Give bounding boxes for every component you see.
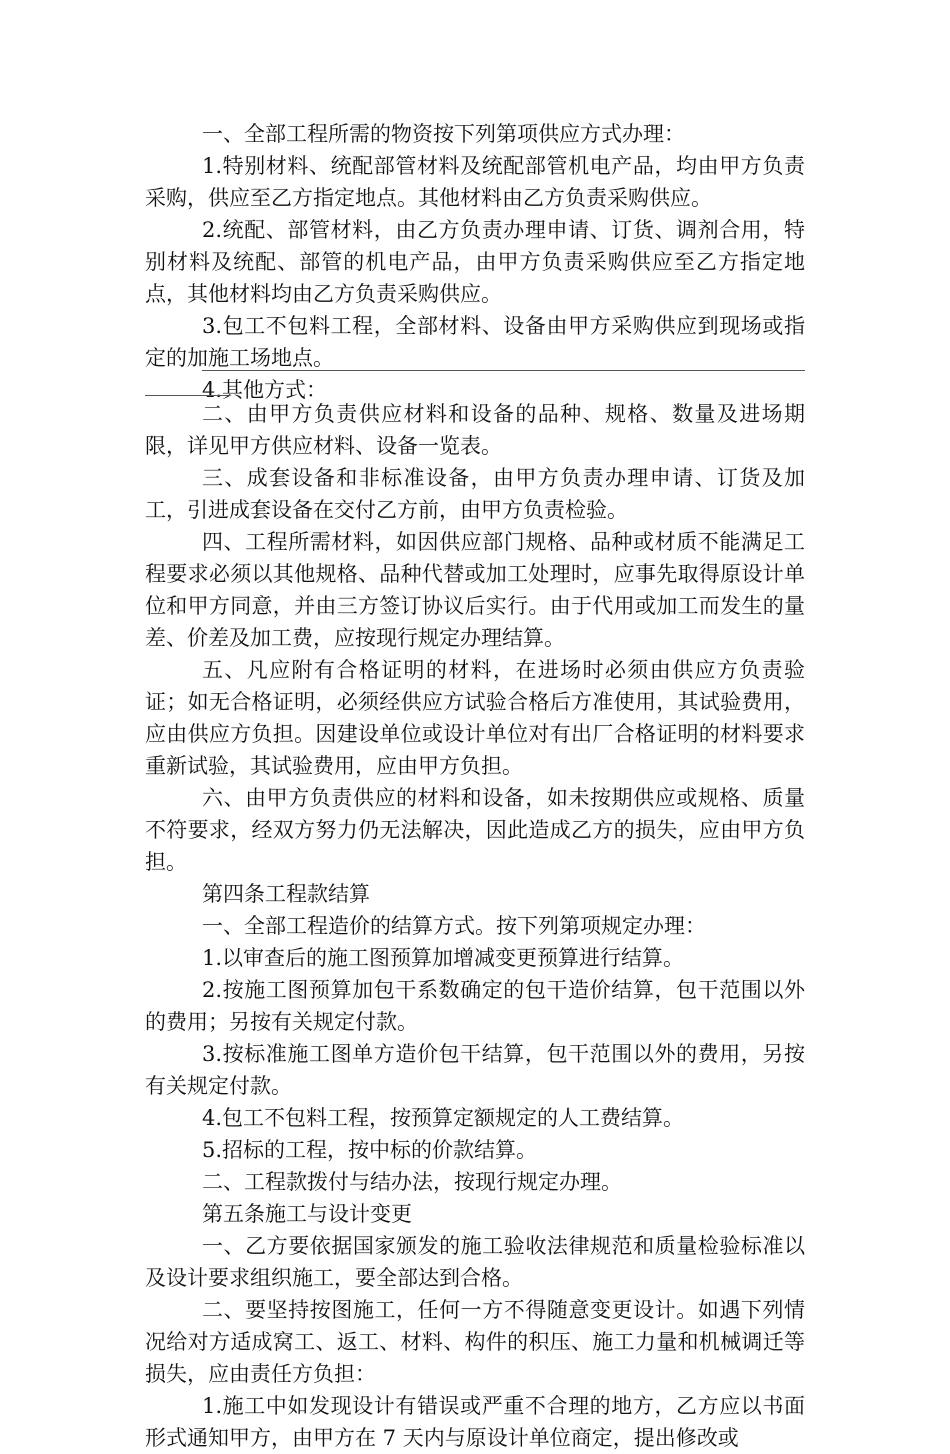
fill-in-blank-line [145,358,805,402]
paragraph: 3.包工不包料工程，全部材料、设备由甲方采购供应到现场或指定的加施工场地点。 [145,314,805,370]
contract-body-section [145,398,805,1454]
paragraph: 一、乙方要依据国家颁发的施工验收法律规范和质量检验标准以及设计要求组织施工，要全部达到合格。 [145,1234,805,1290]
article-heading: 第四条工程款结算 [202,882,370,906]
paragraph: 一、全部工程造价的结算方式。按下列第项规定办理： [202,914,706,938]
paragraph: 2.统配、部管材料，由乙方负责办理申请、订货、调剂合用，特别材料及统配、部管的机电产品，由甲方负责采购供应至乙方指定地点，其他材料均由乙方负责采购供应。 [145,218,805,306]
paragraph: 二、工程款拨付与结办法，按现行规定办理。 [202,1170,622,1194]
paragraph: 一、全部工程所需的物资按下列第项供应方式办理： [202,122,685,146]
paragraph: 1.特别材料、统配部管材料及统配部管机电产品，均由甲方负责采购，供应至乙方指定地点。其他材料由乙方负责采购供应。 [145,154,805,210]
paragraph: 二、要坚持按图施工，任何一方不得随意变更设计。如遇下列情况给对方适成窝工、返工、材料、构件的积压、施工力量和机械调迁等损失，应由责任方负担： [145,1298,805,1386]
paragraph: 4.包工不包料工程，按预算定额规定的人工费结算。 [202,1106,685,1130]
paragraph: 三、成套设备和非标准设备，由甲方负责办理申请、订货及加工，引进成套设备在交付乙方前，由甲方负责检验。 [145,466,805,522]
paragraph: 六、由甲方负责供应的材料和设备，如未按期供应或规格、质量不符要求，经双方努力仍无法解决，因此造成乙方的损失，应由甲方负担。 [145,786,805,874]
paragraph: 二、由甲方负责供应材料和设备的品种、规格、数量及进场期限，详见甲方供应材料、设备一览表。 [145,402,805,458]
blank-underline-continuation [145,395,230,396]
paragraph: 2.按施工图预算加包干系数确定的包干造价结算，包干范围以外的费用；另按有关规定付款。 [145,978,805,1034]
blank-underline [202,370,805,371]
paragraph: 4.其他方式： [202,378,328,402]
paragraph: 四、工程所需材料，如因供应部门规格、品种或材质不能满足工程要求必须以其他规格、品种代替或加工处理时，应事先取得原设计单位和甲方同意，并由三方签订协议后实行。由于代用或加工而发生的量差、价差及加工费，应按现行规定办理结算。 [145,530,805,650]
paragraph: 5.招标的工程，按中标的价款结算。 [202,1138,538,1162]
paragraph: 1.以审查后的施工图预算加增减变更预算进行结算。 [202,946,685,970]
paragraph: 五、凡应附有合格证明的材料，在进场时必须由供应方负责验证；如无合格证明，必须经供应方试验合格后方准使用，其试验费用，应由供应方负担。因建设单位或设计单位对有出厂合格证明的材料要求重新试验，其试验费用，应由甲方负担。 [145,658,805,778]
paragraph: 1.施工中如发现设计有错误或严重不合理的地方，乙方应以书面形式通知甲方，由甲方在 7 天内与原设计单位商定，提出修改或 [145,1394,805,1450]
article-heading: 第五条施工与设计变更 [202,1202,412,1226]
paragraph: 3.按标准施工图单方造价包干结算，包干范围以外的费用，另按有关规定付款。 [145,1042,805,1098]
